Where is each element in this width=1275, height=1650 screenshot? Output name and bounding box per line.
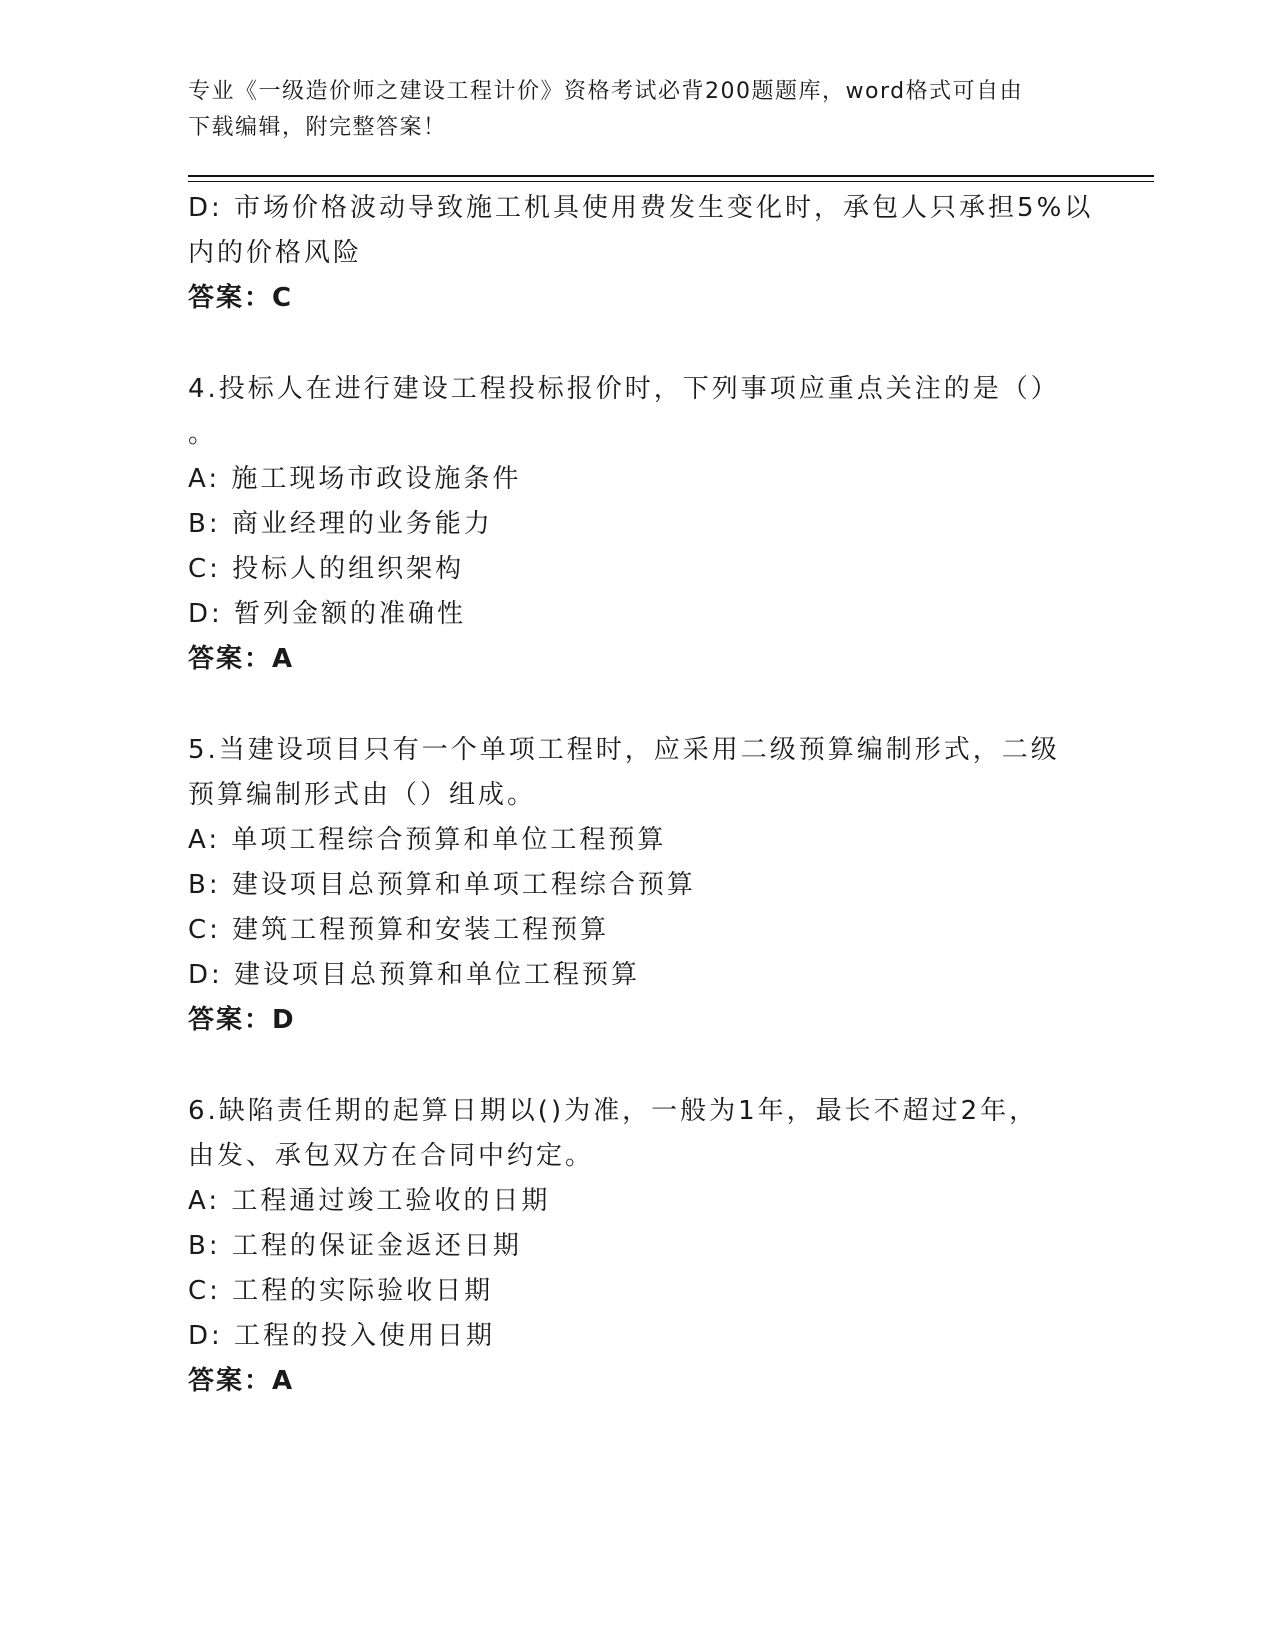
document-header — [188, 74, 1068, 146]
option-b: B: 工程的保证金返还日期 — [188, 1231, 522, 1261]
option-d: D: 建设项目总预算和单位工程预算 — [188, 960, 641, 990]
option-d-continued: 内的价格风险 — [188, 238, 363, 268]
option-d: D: 暂列金额的准确性 — [188, 599, 467, 629]
option-c: C: 投标人的组织架构 — [188, 554, 465, 584]
question-stem: 5.当建设项目只有一个单项工程时，应采用二级预算编制形式，二级 — [188, 735, 1060, 765]
option-a: A: 工程通过竣工验收的日期 — [188, 1186, 551, 1216]
spacer — [188, 1043, 1088, 1089]
header-divider-thick — [188, 175, 1154, 177]
header-line-2: 下载编辑，附完整答案！ — [188, 115, 447, 140]
option-d: D: 工程的投入使用日期 — [188, 1321, 496, 1351]
question-stem: 4.投标人在进行建设工程投标报价时，下列事项应重点关注的是（） — [188, 374, 1060, 404]
header-divider-thin — [188, 181, 1154, 182]
question-stem-continued: 。 — [188, 419, 218, 449]
question-3-continuation — [188, 186, 1094, 321]
question-stem-continued: 预算编制形式由（）组成。 — [188, 780, 537, 810]
question-list — [188, 186, 1094, 1404]
answer-label: 答案：C — [188, 283, 294, 313]
option-a: A: 施工现场市政设施条件 — [188, 464, 522, 494]
answer-label: 答案：A — [188, 644, 295, 674]
spacer — [188, 682, 1088, 728]
header-line-1: 专业《一级造价师之建设工程计价》资格考试必背200题题库，word格式可自由 — [188, 79, 1024, 104]
answer-label: 答案：D — [188, 1005, 296, 1035]
option-d: D: 市场价格波动导致施工机具使用费发生变化时，承包人只承担5%以 — [188, 193, 1094, 223]
question-6 — [188, 1089, 1088, 1404]
question-stem-continued: 由发、承包双方在合同中约定。 — [188, 1141, 595, 1171]
spacer — [188, 321, 1088, 367]
option-a: A: 单项工程综合预算和单位工程预算 — [188, 825, 667, 855]
option-c: C: 工程的实际验收日期 — [188, 1276, 494, 1306]
option-c: C: 建筑工程预算和安装工程预算 — [188, 915, 610, 945]
option-b: B: 建设项目总预算和单项工程综合预算 — [188, 870, 696, 900]
question-5 — [188, 728, 1088, 1043]
question-stem: 6.缺陷责任期的起算日期以()为准，一般为1年，最长不超过2年， — [188, 1096, 1039, 1126]
answer-label: 答案：A — [188, 1366, 295, 1396]
option-b: B: 商业经理的业务能力 — [188, 509, 493, 539]
question-4 — [188, 367, 1088, 682]
